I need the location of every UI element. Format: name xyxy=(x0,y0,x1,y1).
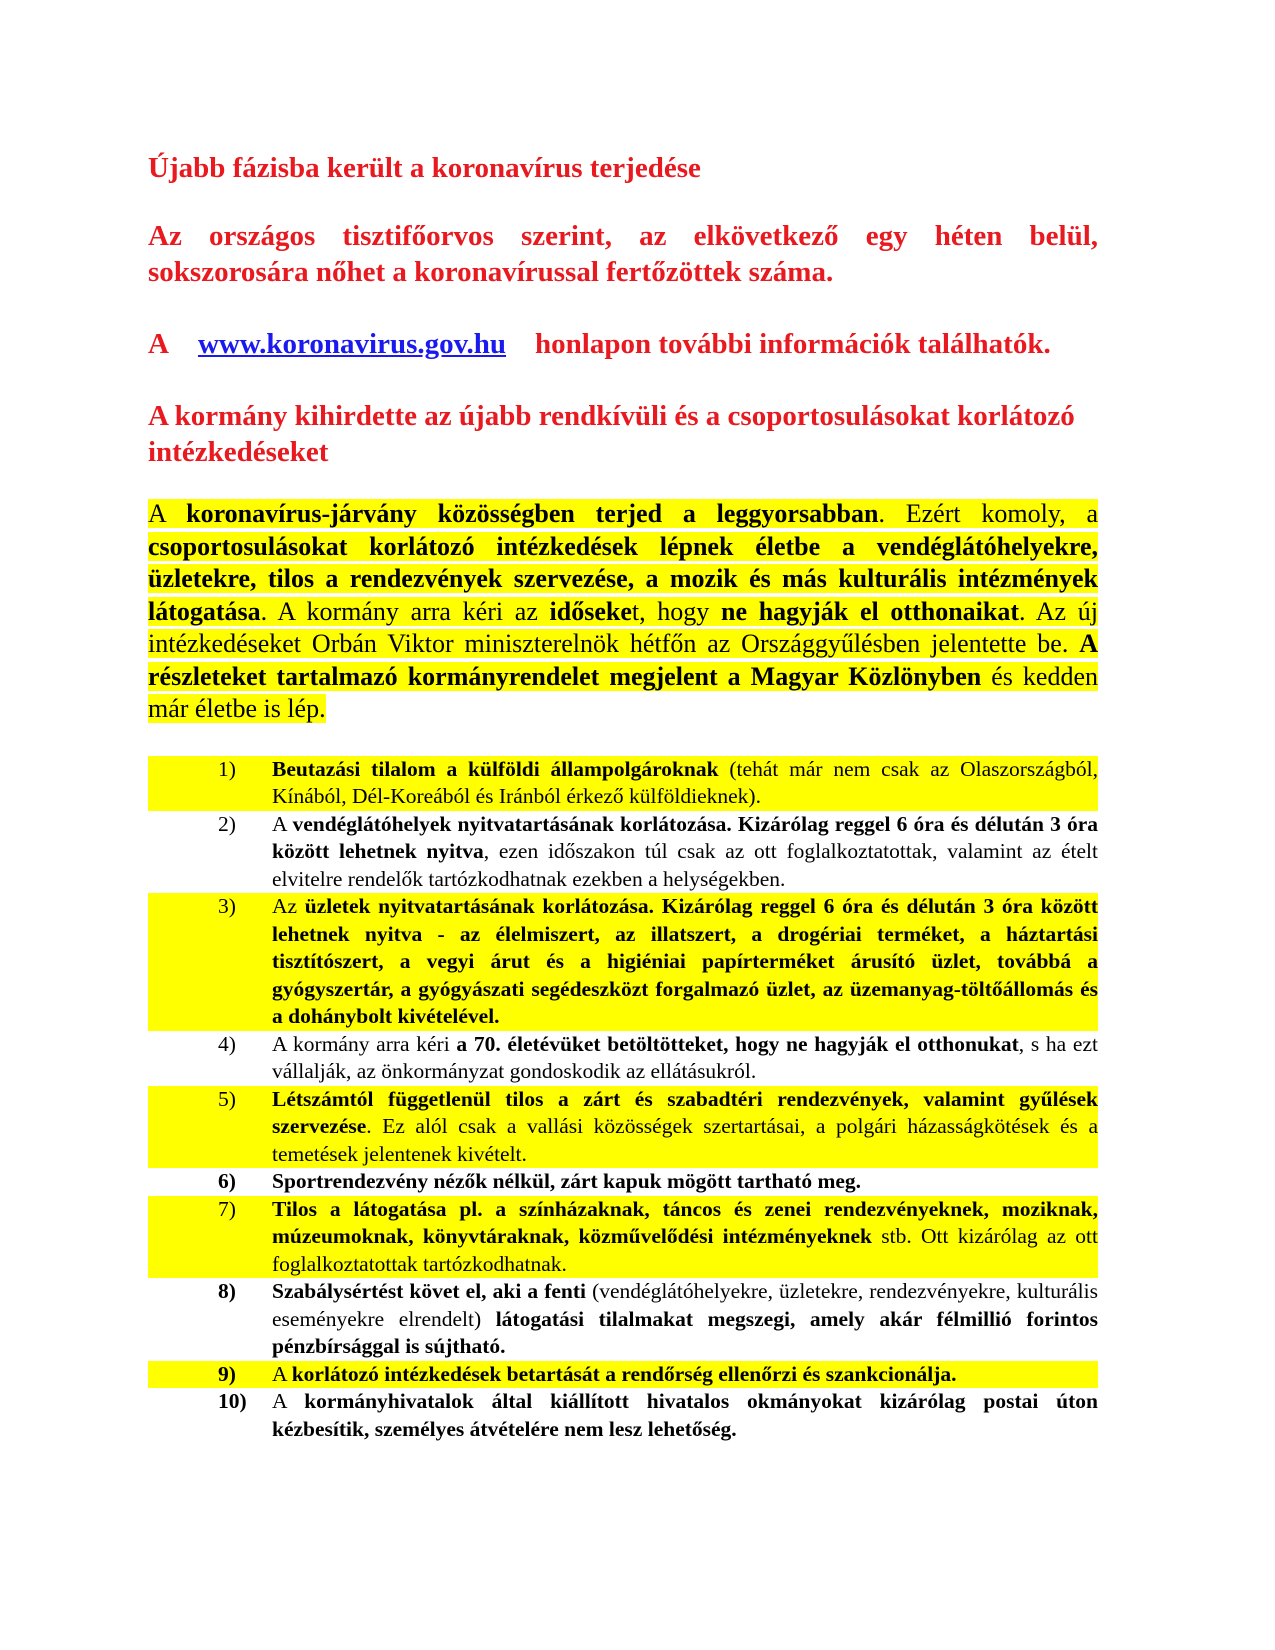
intro-p2: . Ezért komoly, a xyxy=(878,499,1098,528)
item-bold: Létszámtól függetlenül tilos a zárt és szabadtéri rendezvények, valamint gyűlések szervezése xyxy=(272,1086,1098,1138)
intro-text xyxy=(148,499,1098,723)
list-item xyxy=(148,1168,1098,1196)
list-item xyxy=(148,1388,1098,1443)
item-bold: vendéglátóhelyek nyitvatartásának korlátozása. Kizárólag reggel 6 óra és délután 3 óra között lehetnek nyitva xyxy=(272,811,1098,863)
item-pre: A xyxy=(272,1361,292,1386)
intro-b2: csoportosulásokat korlátozó intézkedések lépnek életbe a vendéglátóhelyekre, üzletekre, tilos a rendezvények szervezése, a mozik és más kulturális intézmények látogatása xyxy=(148,531,1098,626)
intro-b5: A részleteket tartalmazó kormányrendelet megjelent a Magyar Közlönyben xyxy=(148,629,1098,691)
info-line xyxy=(148,326,1098,362)
list-item xyxy=(148,756,1098,811)
subtitle: Az országos tisztifőorvos szerint, az elkövetkező egy héten belül, sokszorosára nőhet a koronavírussal fertőzöttek száma. xyxy=(148,220,1098,288)
item-text: stb. Ott kizárólag az ott foglalkoztatottak tartózkodhatnak. xyxy=(272,1224,1098,1276)
item-bold-2: látogatási tilalmakat megszegi, amely akár félmillió forintos pénzbírsággal is sújtható. xyxy=(272,1306,1098,1358)
item-number: 2) xyxy=(218,811,236,836)
item-pre: A xyxy=(272,811,293,836)
page-title: Újabb fázisba került a koronavírus terjedése xyxy=(148,152,701,184)
item-number: 1) xyxy=(218,756,236,784)
item-bold: Beutazási tilalom a külföldi állampolgároknak xyxy=(272,756,719,781)
list-item xyxy=(148,1031,1098,1086)
item-bold: a 70. életévüket betöltötteket, hogy ne hagyják el otthonukat xyxy=(456,1031,1019,1056)
koronavirus-link[interactable]: www.koronavirus.gov.hu xyxy=(197,328,507,360)
item-bold: kormányhivatalok által kiállított hivatalos okmányokat kizárólag postai úton kézbesítik, személyes átvételére nem lesz lehetőség. xyxy=(272,1389,1099,1441)
item-bold: korlátozó intézkedések betartását a rendőrség ellenőrzi és szankcionálja. xyxy=(291,1361,957,1386)
item-number: 3) xyxy=(218,893,236,921)
list-item xyxy=(148,1361,1098,1389)
item-number: 10) xyxy=(218,1389,247,1413)
item-number: 4) xyxy=(218,1031,236,1056)
intro-b1: koronavírus-járvány közösségben terjed a leggyorsabban xyxy=(186,499,879,528)
list-item xyxy=(148,1086,1098,1169)
item-bold: Sportrendezvény nézők nélkül, zárt kapuk mögött tartható meg. xyxy=(272,1169,862,1193)
item-bold: Szabálysértést követ el, aki a fenti xyxy=(272,1279,587,1303)
item-bold: üzletek nyitvatartásának korlátozása. Kizárólag reggel 6 óra és délután 3 óra között lehetnek nyitva - az élelmiszert, az illatszert, a drogériai terméket, a háztartási tisztítószert, a vegyi árut és a higiéniai papírterméket árusító üzlet, továbbá a gyógyszertár, a gyógyászati segédeszközt forgalmazó üzlet, az üzemanyag-töltőállomás és a dohánybolt kivételével. xyxy=(272,894,1098,1028)
item-text: . Ez alól csak a vallási közösségek szertartásai, a polgári házasságkötések és a temetések jelentenek kivételt. xyxy=(272,1114,1098,1166)
list-item xyxy=(148,893,1098,1031)
intro-p6: és kedden már életbe is lép. xyxy=(148,661,1098,723)
intro-p4: t, hogy xyxy=(631,596,721,626)
item-number: 9) xyxy=(218,1361,236,1389)
document-page xyxy=(148,150,1098,1443)
item-number: 6) xyxy=(218,1169,236,1193)
list-item xyxy=(148,811,1098,894)
item-text: , s ha ezt vállalják, az önkormányzat gondoskodik az ellátásukról. xyxy=(272,1031,1098,1083)
item-text: (vendéglátóhelyekre, üzletekre, rendezvényekre, kulturális eseményekre elrendelt) xyxy=(272,1279,1099,1331)
item-bold: Tilos a látogatása pl. a színházaknak, táncos és zenei rendezvényeknek, moziknak, múzeumoknak, könyvtáraknak, közművelődési intézményeknek xyxy=(272,1196,1098,1248)
item-number: 7) xyxy=(218,1196,236,1224)
item-text: (tehát már nem csak az Olaszországból, Kínából, Dél-Koreából és Iránból érkező külföldieknek). xyxy=(272,756,1098,808)
list-item xyxy=(148,1196,1098,1279)
intro-b4: ne hagyják el otthonaikat xyxy=(721,596,1019,626)
intro-paragraph xyxy=(148,498,1098,726)
item-number: 8) xyxy=(218,1279,236,1303)
intro-p3: . A kormány arra kéri az xyxy=(260,596,550,626)
item-text: , ezen időszakon túl csak az ott foglalkoztatottak, valamint az ételt elvitelre rendelők tartózkodhatnak ezekben a helységekben. xyxy=(272,839,1098,891)
intro-p5: . Az új intézkedéseket Orbán Viktor miniszterelnök hétfőn az Országgyűlésben jelentette be. xyxy=(148,596,1098,658)
item-pre: Az xyxy=(272,894,305,918)
intro-p1: A xyxy=(148,499,187,528)
intro-b3: időseke xyxy=(549,596,632,626)
info-prefix: A xyxy=(148,328,169,360)
item-number: 5) xyxy=(218,1086,236,1114)
list-item xyxy=(148,1278,1098,1361)
item-pre: A kormány arra kéri xyxy=(272,1031,457,1056)
measures-list xyxy=(148,756,1098,1444)
item-pre: A xyxy=(272,1389,305,1413)
info-suffix: honlapon további információk találhatók. xyxy=(535,328,1051,360)
section-heading: A kormány kihirdette az újabb rendkívüli és a csoportosulásokat korlátozó intézkedéseket xyxy=(148,400,1075,468)
